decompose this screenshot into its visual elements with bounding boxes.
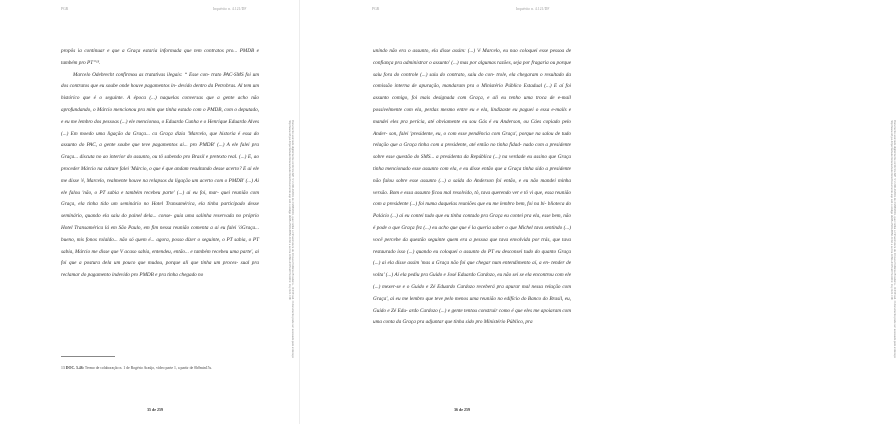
running-header-left: PGR	[61, 7, 69, 11]
right-page	[300, 0, 896, 424]
footnote-text: Termo de colaboração n. 1 de Rogério Araújo, vídeo parte 1, a partir de 0h0min15s.	[84, 366, 212, 370]
footnote	[61, 365, 259, 371]
signature-band-text: Documento assinado digitalmente conforme MP nº 2.200-2/2001 de 24/08/2001, que institui a Infraestrutura de Chaves Públicas Brasileira - ICP-Brasil. O documento pode ser acessado pelo endereço http://www.stf.jus.br/portal/autenticacao/autenticarDocumento.asp sob o código 3E8B-A5F9-8B50-4F62 e senha 1D9A-64F5-ED73-62F2. Inq 4121 / DF	[287, 120, 294, 359]
page-number: 35 de 259	[147, 407, 163, 412]
running-header-left: PGR	[372, 7, 380, 11]
body-text	[61, 46, 259, 282]
signature-band	[882, 120, 896, 410]
footnote-number: 13	[61, 366, 65, 370]
paragraph: unindo não era o assunto, ela disse assim: (...) 'é Marcelo, eu nao coloquei esse pessoa de confiança pra administrar o assunto' (...) mas por algumas razões, seja por fragaria ou porque saiu fora do controle (...) saiu do contrato, saiu do con- trole, ela chegaram o resultado da comissão interna de apuração, mandaram pra o Ministério Público Estadual (...) E aí foi assunto comigo, foi mais designada com Graça, e ali eu tenho uma troca de e-mail possivelmente com ela, perdas mesmo entre eu e ela, lindizaste eu paguei o essa e-mails e mandei eles pra perícia, até obviamente eu sou Gás é eu Anderson, ou Cáes copiado pelo Ander- son, falei 'presidente, eu, o com esse pendência com Graça', porque na salou de tudo relação que a Graça tinha com a presidente, até então no tinha fidad- nado com a presidente sobre esse questão do SMS... a presidenta da República (...) na verdade eu assino que Graça tinha mencionado esse assunto com ela, e eu disse então que a Graça tinha sido a presidente não falou sobre esse assunto (...) a saída do Anderson foi então, e eu não mandei minha versão. Bom e essa assunto ficou mal resolvido, tô, tava querendo ver e tô vi que, essa reunião com a presidente (...) foi numa daquelas reuniões que eu me lembro bem, foi na bi- blioteca do Palácio (...) ai eu contei tudo que eu tinha contado pra Graça eu contei pra ela, esse bem, não é pode o que Graça fez (...) eu acho que que é la queria saber o que Michel tava sentindo (...) você percebe da questão seguinte quem era a pessoa que tava envolvida por trás, que tava restaurado isso (...) quando eu coloquei o assunto do PT eu desconsei tudo do quanto Graça (...) ai ela disse assim 'mas a Graça não foi que chegar num entendimento aí, a en- tender de volta' (...) Aí ela pediu pra Guido e José Eduardo Cardozo, eu não sei se ela encontrou com ele (...) mexer-se e o Guido e Zé Eduardo Cardozo receberá pra apurar mal nessa relação com Graça', ai eu me lembro que teve pelo menos uma reunião no edifício do Banco do Brasil, eu, Guido e Zé Edu- ardo Cardozo (...) e gente tentou construir como é que eles me apoiaram com uma conta da Graça pra adjuntar que tinha sido pro Ministério Público, pra	[373, 48, 571, 326]
running-header-right: Inquérito n. 4.121/DF	[516, 7, 550, 11]
footnote-label: DOC. 5.46:	[65, 366, 84, 370]
paragraph: propôs ia continuar e que a Graça estaria informada que tem contratos pro... PMDB e também pro PT”¹³.	[61, 48, 259, 66]
running-header-right: Inquérito n. 4.121/DF	[213, 7, 247, 11]
paragraph: Marcelo Odebrecht confirmou as tratativas ilegais: “ Esse con- trato PAC-SMS foi um dos contratos que eu soube onde houve pagamentos in- devido dentro da Petrobras. Al tem um histórico que é o seguinte. A época (...) naquelas conversas que a gente acho não aprofundando, o Márcio mencionou pra mim que tinha estado com o PMDB, com o deputado, e eu me lembro dos pessoas (...) ele mencionou, o Eduardo Cunha e o Henrique Eduardo Alves (...) Em moedo uma ligação da Graça... ca Graça dizia 'Marcelo, que historia é essa do assunto do PAC, a gente soube que teve pagamentos ai... pro PMDB' (...) A ele falei pra Graça... discuta no ao interior do assunto, ou tô sabendo pro Brasil e pretexto real. (...) E, ao proceder Márcio na culture falei 'Márcio, o que é que andam resultando desse acerto? E ai ele me disse 'é, Marcelo, realmente houve na relapsos da ligação um acerto com o PMDB' (...) Ai ele falou 'não, o PT sabia e também recebeu parte' (...) ai eu foi, mar- quei reunião com Graça, ela tinha tido um seminário no Hotel Transamérica, ela tinha participado desse seminário, quando ela saiu do painel dela... conse- guia uma salinha reservada no próprio Hotel Transamérica lá em São Paulo, em fim nessa reunião comenta a ai eu falei 'óGraça... bueno, mis fonos rolaldo... não só quem é... agora, posso dizer o seguinte, o PT sabia, o PT sabia, Márcio me disse que V acaso sabia, entendeu, então... e também recebeu uma parte', ai foi que a postura dela um pouco que mudou, porque ali que tinha um proces- sual pra reclamar do pagamento indevido pro PMDB e pra tinha chegado no	[61, 71, 259, 279]
page-number: 36 de 259	[454, 407, 470, 412]
body-text	[373, 46, 571, 329]
left-page	[0, 0, 300, 424]
signature-band-text: Documento assinado digitalmente conforme MP nº 2.200-2/2001 de 24/08/2001, que institui a Infraestrutura de Chaves Públicas Brasileira - ICP-Brasil. O documento pode ser acessado pelo endereço http://www.stf.jus.br/portal/autenticacao/autenticarDocumento.asp sob o código 3E8B-A5F9-8B50-4F62 e senha 1D9A-64F5-ED73-62F2. Inq 4121 / DF	[889, 120, 896, 359]
signature-band	[280, 120, 294, 410]
footnote-divider	[61, 356, 115, 357]
